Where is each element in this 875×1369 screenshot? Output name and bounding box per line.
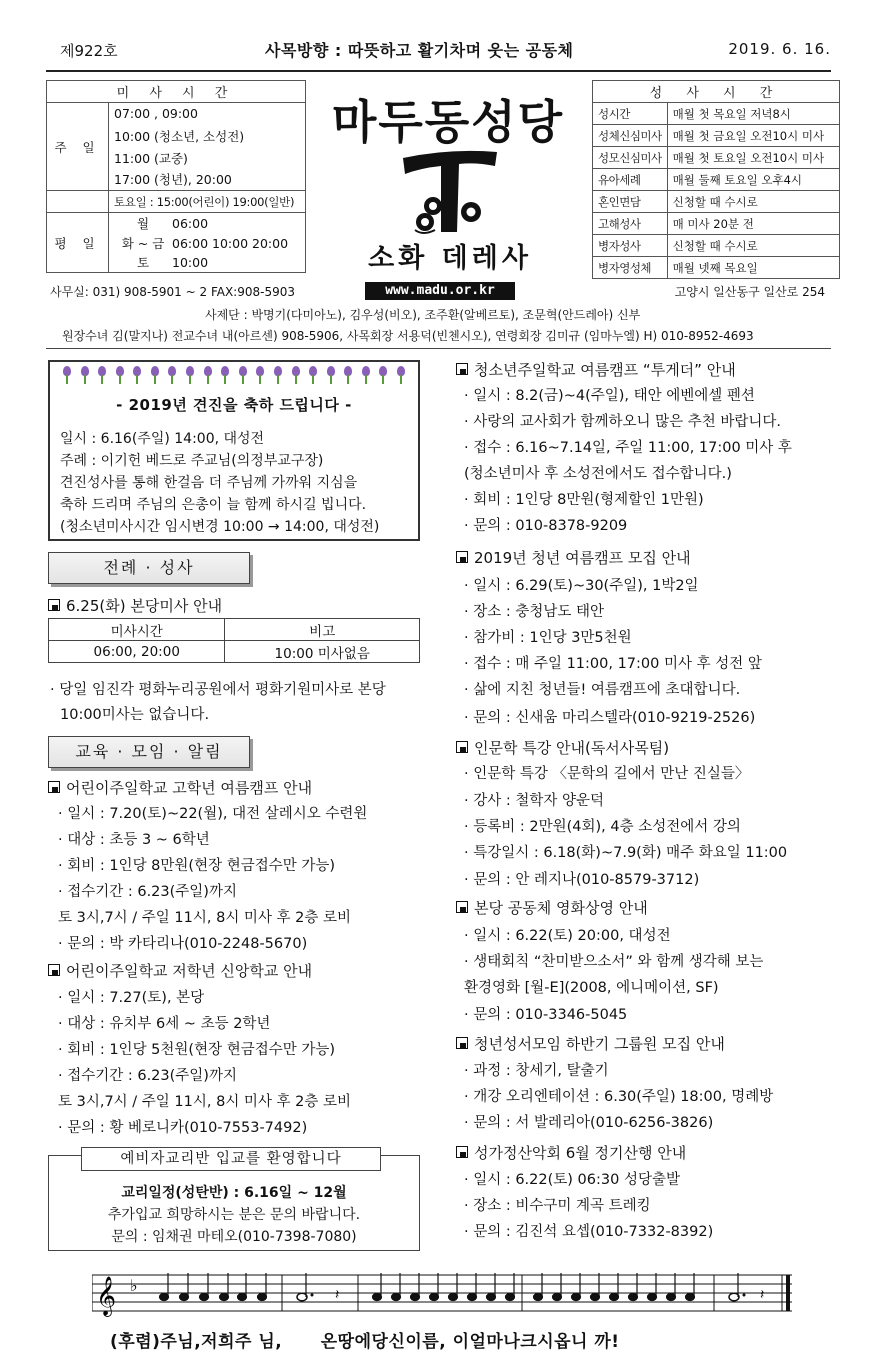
edu-line: · 일시 : 7.27(토), 본당 xyxy=(58,990,205,1006)
notice-line: · 삶에 지친 청년들! 여름캠프에 초대합니다. xyxy=(464,682,741,698)
catechumen-title: 예비자교리반 입교를 환영합니다 xyxy=(81,1147,381,1171)
edu-line: · 회비 : 1인당 5천원(현장 현금접수만 가능) xyxy=(58,1042,336,1058)
notice-line: · 인문학 특강 〈문학의 길에서 만난 진실들〉 xyxy=(464,766,750,782)
edu-line: 토 3시,7시 / 주일 11시, 8시 미사 후 2층 로비 xyxy=(58,1094,352,1110)
church-url-link[interactable]: www.madu.or.kr xyxy=(365,282,515,300)
pastoral-motto: 사목방향 : 따뜻하고 활기차며 웃는 공동체 xyxy=(265,41,574,60)
notice-line: · 생태회칙 “찬미받으소서” 와 함께 생각해 보는 xyxy=(464,954,764,970)
table-cell: 06:00, 20:00 xyxy=(49,641,225,663)
table-cell: 10:00 미사없음 xyxy=(225,641,420,663)
weekday-row: 월 06:00 xyxy=(109,213,306,233)
notice-line: · 사랑의 교사회가 함께하오니 많은 추천 바랍니다. xyxy=(464,414,782,430)
notice-line: · 문의 : 010-8378-9209 xyxy=(464,518,628,534)
edu-line: · 문의 : 박 카타리나(010-2248-5670) xyxy=(58,936,308,952)
notice-line: · 일시 : 6.29(토)~30(주일), 1박2일 xyxy=(464,578,699,594)
catechumen-line: 교리일정(성탄반) : 6.16일 ~ 12월 xyxy=(121,1185,347,1201)
edu-line: · 일시 : 7.20(토)~22(월), 대전 살레시오 수련원 xyxy=(58,806,368,822)
catechumen-notice-box xyxy=(48,1151,420,1251)
notice-line: · 강사 : 철학자 양운덕 xyxy=(464,793,604,809)
edu-line: 토 3시,7시 / 주일 11시, 8시 미사 후 2층 로비 xyxy=(58,910,352,926)
notice-line: · 과정 : 창세기, 탈출기 xyxy=(464,1063,609,1079)
confirmation-line: (청소년미사시간 임시변경 10:00 → 14:00, 대성전) xyxy=(60,519,380,535)
confirmation-line: 일시 : 6.16(주일) 14:00, 대성전 xyxy=(60,431,265,447)
hymn-score-icon xyxy=(92,1265,792,1323)
issue-number: 제922호 xyxy=(60,42,118,60)
weekday-row: 화 ~ 금 06:00 10:00 20:00 xyxy=(109,233,306,253)
notice-title: 청년성서모임 하반기 그룹원 모집 안내 xyxy=(456,1034,725,1054)
notice-title: 본당 공동체 영화상영 안내 xyxy=(456,898,648,918)
office-contact: 사무실: 031) 908-5901 ~ 2 FAX:908-5903 xyxy=(50,285,295,299)
notice-line: · 등록비 : 2만원(4회), 4층 소성전에서 강의 xyxy=(464,819,741,835)
sacrament-time: 매월 넷째 목요일 xyxy=(667,257,839,279)
notice-title: 성가정산악회 6월 정기산행 안내 xyxy=(456,1143,686,1163)
sacrament-time: 신청할 때 수시로 xyxy=(667,191,839,213)
confirmation-line: 축하 드리며 주님의 은총이 늘 함께 하시길 빕니다. xyxy=(60,497,367,513)
sacrament-time: 매월 둘째 토요일 오후4시 xyxy=(667,169,839,191)
notice-line: · 일시 : 8.2(금)~4(주일), 태안 에벤에셀 펜션 xyxy=(464,388,755,404)
church-patron: 소화 데레사 xyxy=(368,243,532,274)
issue-date: 2019. 6. 16. xyxy=(728,40,831,58)
liturgy-item-title: 6.25(화) 본당미사 안내 xyxy=(48,596,222,616)
sacrament-time: 매월 첫 목요일 저녁8시 xyxy=(667,103,839,125)
edu-item-title: 어린이주일학교 저학년 신앙학교 안내 xyxy=(48,961,312,981)
edu-line: · 대상 : 유치부 6세 ~ 초등 2학년 xyxy=(58,1016,271,1032)
confirmation-line: 견진성사를 통해 한걸음 더 주님께 가까워 지심을 xyxy=(60,475,358,491)
table-header: 비고 xyxy=(225,619,420,641)
notice-line: · 문의 : 김진석 요셉(010-7332-8392) xyxy=(464,1224,714,1240)
mass-schedule-table xyxy=(46,80,306,273)
clergy-list: 사제단 : 박명기(다미아노), 김우성(비오), 조주환(알베르토), 조문혁(안드레아) 신부 xyxy=(205,308,641,322)
notice-line: · 문의 : 신새움 마리스텔라(010-9219-2526) xyxy=(464,710,756,726)
saturday-time: 토요일 : 15:00(어린이) 19:00(일반) xyxy=(109,191,306,213)
svg-text:𝄽: 𝄽 xyxy=(760,1287,765,1303)
sacrament-name: 혼인면담 xyxy=(593,191,668,213)
sunday-time: 07:00 , 09:00 xyxy=(109,103,306,125)
notice-line: · 문의 : 010-3346-5045 xyxy=(464,1007,628,1023)
edu-line: · 회비 : 1인당 8만원(현장 현금접수만 가능) xyxy=(58,858,336,874)
flower-border-icon xyxy=(60,366,408,386)
notice-line: · 접수 : 6.16~7.14일, 주일 11:00, 17:00 미사 후 xyxy=(464,440,792,456)
sacrament-name: 성시간 xyxy=(593,103,668,125)
notice-line: 환경영화 [월-E](2008, 에니메이션, SF) xyxy=(464,980,719,996)
sacrament-time: 매월 첫 금요일 오전10시 미사 xyxy=(667,125,839,147)
notice-title: 청소년주일학교 여름캠프 “투게더” 안내 xyxy=(456,360,736,380)
edu-line: · 접수기간 : 6.23(주일)까지 xyxy=(58,884,237,900)
church-name: 마두동성당 xyxy=(331,95,565,149)
mass-notice-table xyxy=(48,618,420,663)
section-education-heading: 교육 · 모임 · 알림 xyxy=(48,736,250,768)
notice-title: 인문학 특강 안내(독서사목팀) xyxy=(456,738,669,758)
sacrament-time: 매월 첫 토요일 오전10시 미사 xyxy=(667,147,839,169)
notice-line: · 장소 : 충청남도 태안 xyxy=(464,604,604,620)
notice-line: · 회비 : 1인당 8만원(형제할인 1만원) xyxy=(464,492,704,508)
notice-line: · 접수 : 매 주일 11:00, 17:00 미사 후 성전 앞 xyxy=(464,656,762,672)
sacrament-name: 병자성사 xyxy=(593,235,668,257)
sacrament-name: 유아세례 xyxy=(593,169,668,191)
confirmation-notice-box xyxy=(48,360,420,541)
cross-rose-logo-icon xyxy=(395,146,505,242)
section-divider xyxy=(46,348,831,349)
sacrament-time: 신청할 때 수시로 xyxy=(667,235,839,257)
notice-line: · 일시 : 6.22(토) 06:30 성당출발 xyxy=(464,1172,680,1188)
svg-text:𝄞: 𝄞 xyxy=(96,1276,117,1316)
sacrament-title: 성 사 시 간 xyxy=(593,81,840,103)
notice-title: 2019년 청년 여름캠프 모집 안내 xyxy=(456,548,691,568)
notice-line: · 문의 : 서 발레리아(010-6256-3826) xyxy=(464,1115,714,1131)
table-header: 미사시간 xyxy=(49,619,225,641)
notice-line: (청소년미사 후 소성전에서도 접수합니다.) xyxy=(464,466,732,482)
hymn-lyrics: (후렴)주님,저희주 님, 온땅에당신이름, 이얼마나크시옵니 까! xyxy=(110,1332,620,1352)
edu-line: · 접수기간 : 6.23(주일)까지 xyxy=(58,1068,237,1084)
liturgy-note: 10:00미사는 없습니다. xyxy=(60,707,210,723)
sunday-time: 10:00 (청소년, 소성전) xyxy=(109,125,306,147)
header-divider xyxy=(46,70,831,72)
edu-item-title: 어린이주일학교 고학년 여름캠프 안내 xyxy=(48,778,312,798)
weekday-label: 평 일 xyxy=(47,213,109,273)
sacrament-schedule-table xyxy=(592,80,840,279)
edu-line: · 문의 : 황 베로니카(010-7553-7492) xyxy=(58,1120,308,1136)
weekday-row: 토 10:00 xyxy=(109,253,306,273)
notice-line: · 문의 : 안 레지나(010-8579-3712) xyxy=(464,872,700,888)
notice-line: · 일시 : 6.22(토) 20:00, 대성전 xyxy=(464,928,671,944)
masthead xyxy=(60,38,831,62)
notice-line: · 개강 오리엔테이션 : 6.30(주일) 18:00, 명례방 xyxy=(464,1089,774,1105)
notice-line: · 장소 : 비수구미 계곡 트레킹 xyxy=(464,1198,651,1214)
notice-line: · 특강일시 : 6.18(화)~7.9(화) 매주 화요일 11:00 xyxy=(464,845,788,861)
sunday-time: 11:00 (교중) xyxy=(109,147,306,169)
sacrament-name: 고해성사 xyxy=(593,213,668,235)
notice-line: · 참가비 : 1인당 3만5천원 xyxy=(464,630,632,646)
edu-line: · 대상 : 초등 3 ~ 6학년 xyxy=(58,832,210,848)
section-liturgy-heading: 전례 · 성사 xyxy=(48,552,250,584)
svg-text:♭: ♭ xyxy=(130,1276,138,1295)
sacrament-name: 성체신심미사 xyxy=(593,125,668,147)
sacrament-name: 성모신심미사 xyxy=(593,147,668,169)
mass-schedule-title: 미 사 시 간 xyxy=(47,81,306,103)
svg-text:𝄽: 𝄽 xyxy=(335,1287,340,1303)
sacrament-name: 병자영성체 xyxy=(593,257,668,279)
catechumen-line: 문의 : 임채권 마테오(010-7398-7080) xyxy=(111,1229,357,1245)
liturgy-note: · 당일 임진각 평화누리공원에서 평화기원미사로 본당 xyxy=(50,682,386,698)
catechumen-line: 추가입교 희망하시는 분은 문의 바랍니다. xyxy=(107,1207,361,1223)
church-address: 고양시 일산동구 일산로 254 xyxy=(674,285,825,299)
sunday-label: 주 일 xyxy=(47,103,109,191)
staff-list: 원장수녀 김(말지나) 전교수녀 내(아르센) 908-5906, 사목회장 서용덕(빈첸시오), 연령회장 김미규 (임마누엘) H) 010-8952-4693 xyxy=(62,329,754,343)
confirmation-title: - 2019년 견진을 축하 드립니다 - xyxy=(116,396,352,414)
sunday-time: 17:00 (청년), 20:00 xyxy=(109,169,306,191)
confirmation-line: 주례 : 이기헌 베드로 주교님(의정부교구장) xyxy=(60,453,324,469)
sacrament-time: 매 미사 20분 전 xyxy=(667,213,839,235)
